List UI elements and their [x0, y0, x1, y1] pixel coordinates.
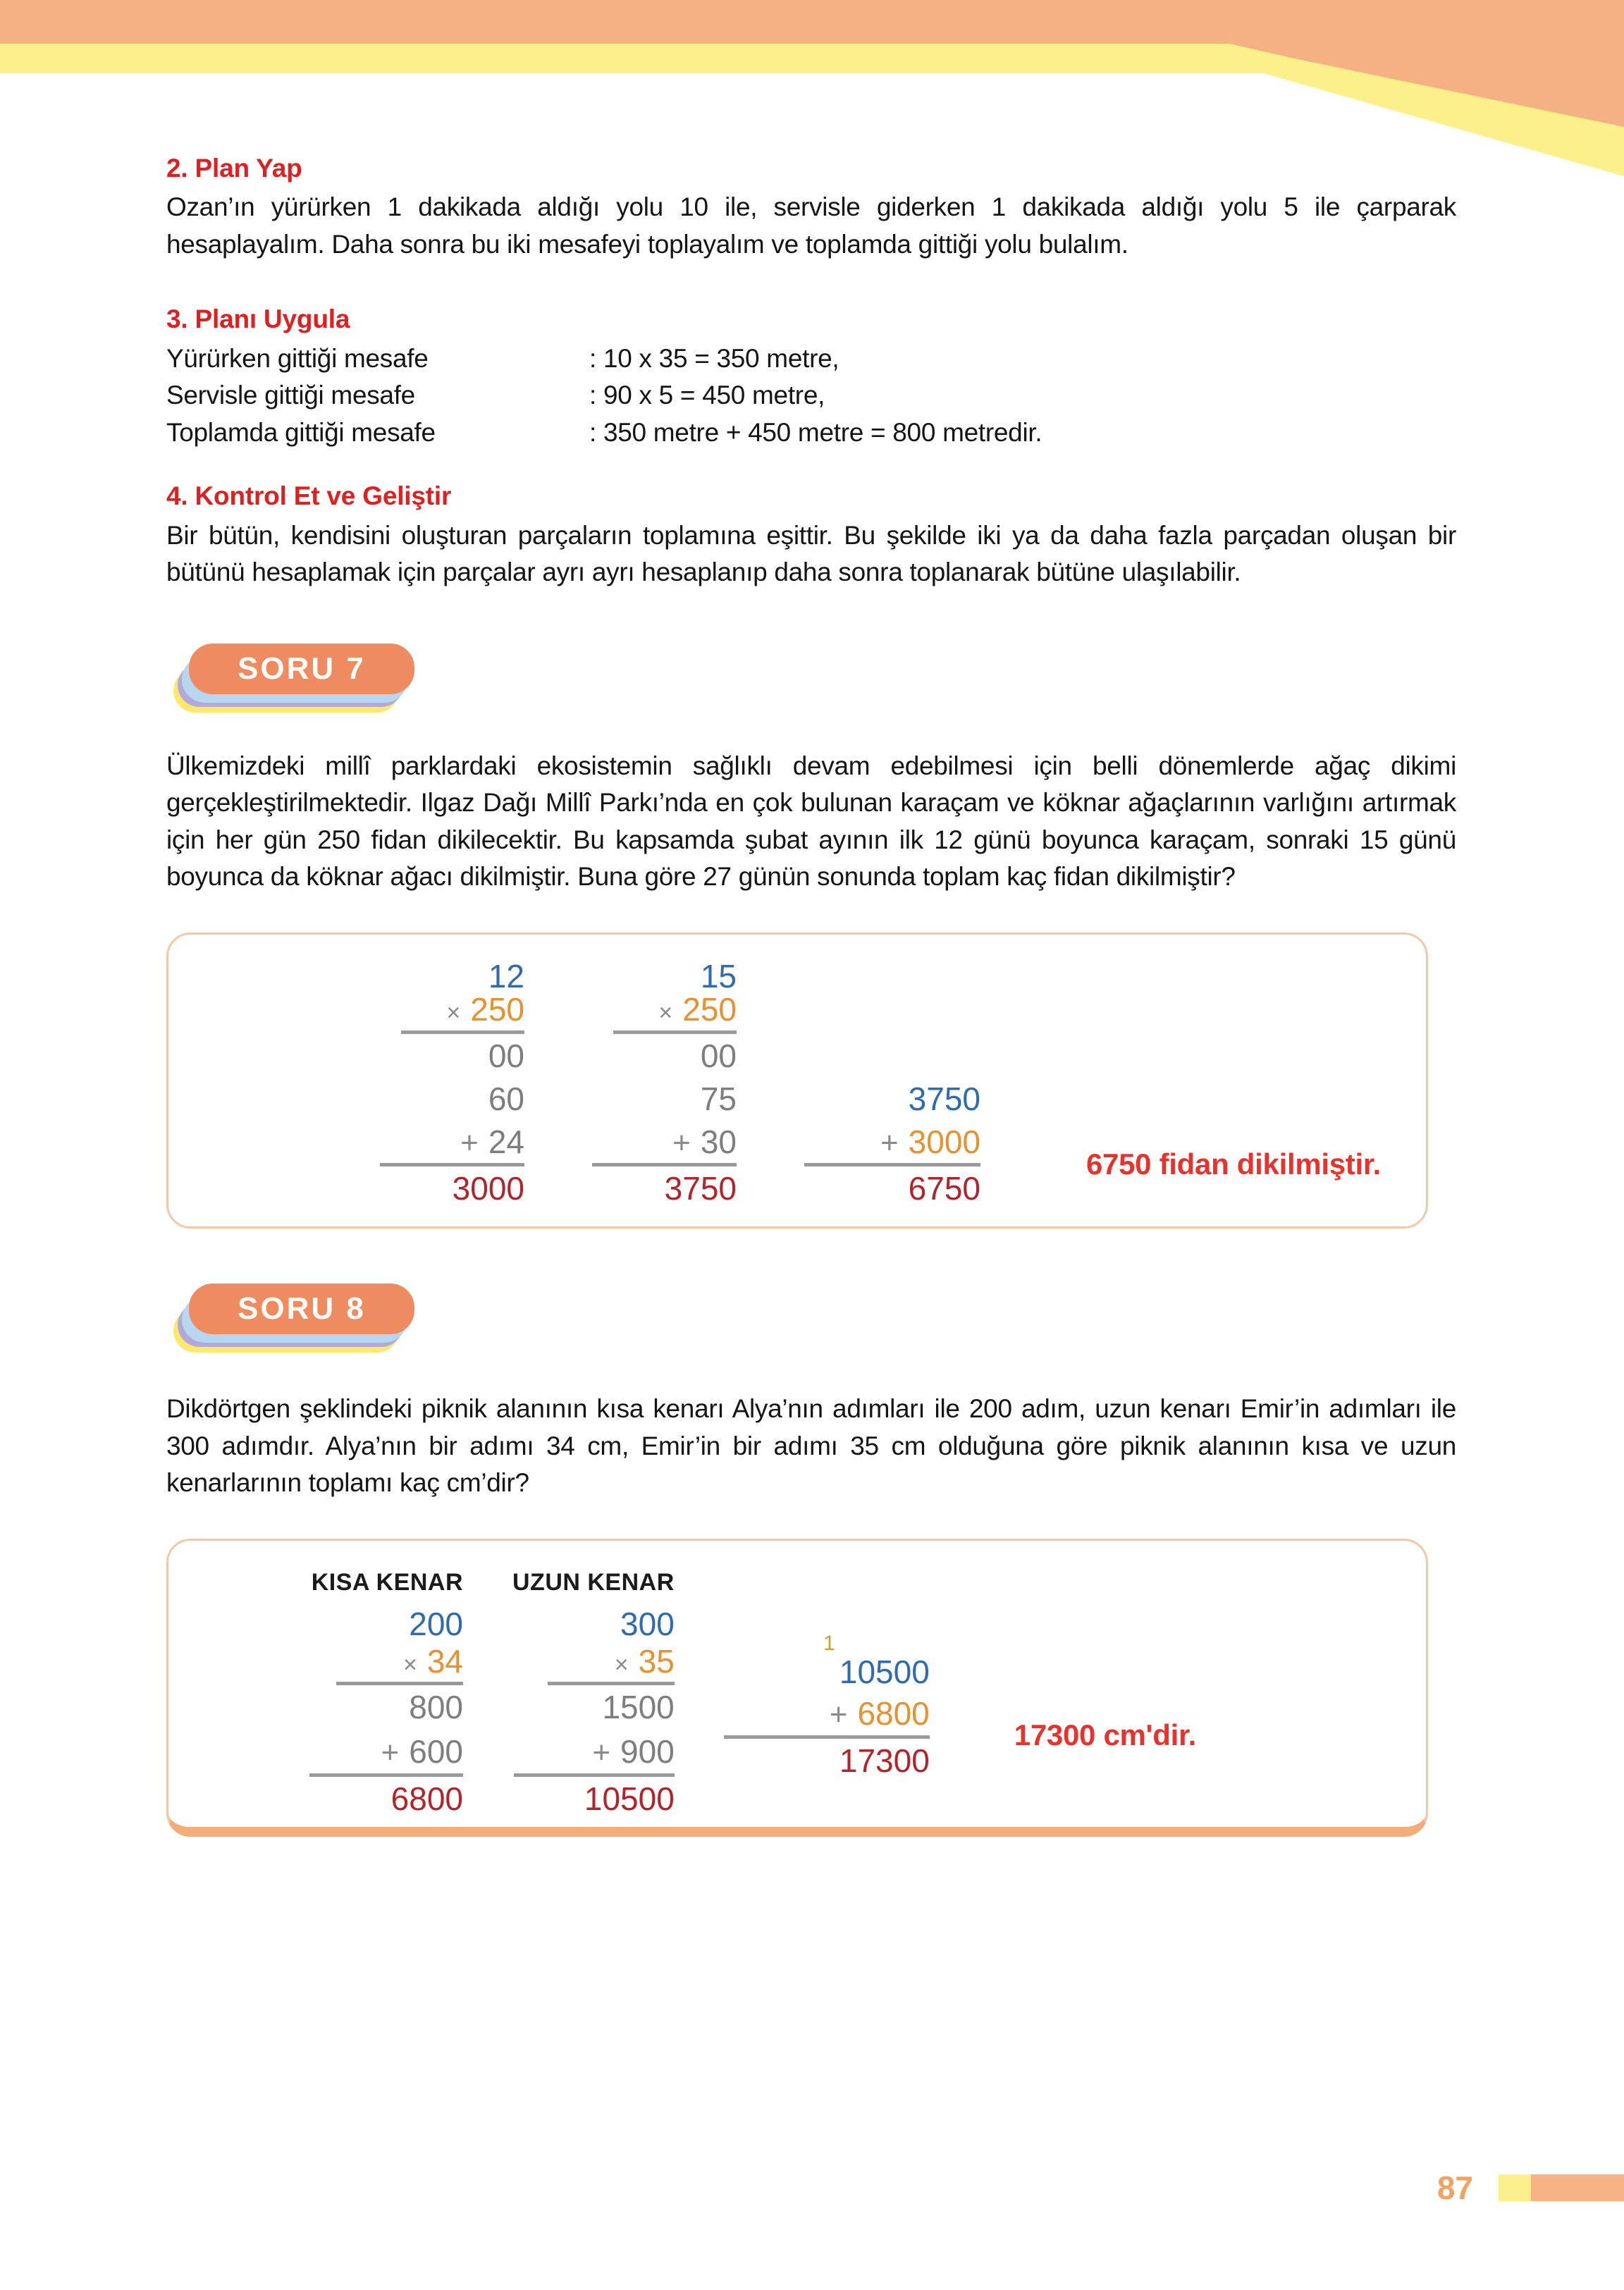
apply-row-value: : 350 metre + 450 metre = 800 metredir. — [589, 417, 1042, 447]
multiplicand: 250 — [682, 990, 737, 1028]
multiply-sign: × — [402, 1651, 417, 1678]
section-heading-check: 4. Kontrol Et ve Geliştir — [166, 481, 452, 511]
multiply-sign: × — [658, 999, 673, 1026]
page-content — [166, 152, 1456, 1837]
multiplicand: 35 — [638, 1642, 675, 1680]
final-total: 6750 — [908, 1170, 980, 1207]
soru7-question-text: Ülkemizdeki millî parklardaki ekosistemin sağlıklı devam edebilmesi için belli dönemlerde ağaç dikimi gerçekleştirilmektedir. Ilgaz Dağı Millî Parkı’nda en çok bulunan karaçam ve köknar ağaçlarının varlığını artırmak için her gün 250 fidan dikilecektir. Bu kapsamda şubat ayının ilk 12 günü boyunca karaçam, sonraki 15 günü boyunca da köknar ağacı dikilmiştir. Buna göre 27 günün sonunda toplam kaç fidan dikilmiştir? — [166, 751, 1456, 892]
plus-sign: + — [880, 1125, 899, 1160]
divider-line — [804, 1163, 980, 1166]
multiplier: 15 — [700, 957, 737, 995]
multiplier: 12 — [488, 957, 524, 995]
divider-line — [613, 1030, 737, 1034]
multiplicand-line — [402, 1642, 463, 1680]
soru7-badge-label: SORU 7 — [238, 651, 366, 686]
apply-rows — [166, 340, 1456, 452]
soru8-answer-box — [166, 1539, 1428, 1837]
plus-sign: + — [460, 1125, 479, 1160]
apply-row-value: : 10 x 35 = 350 metre, — [589, 343, 839, 373]
page-number: 87 — [1437, 2169, 1473, 2206]
divider-line — [548, 1682, 675, 1685]
partial-product-2-line — [381, 1735, 463, 1769]
column-total: 10500 — [584, 1780, 675, 1818]
column-total: 3000 — [452, 1170, 524, 1207]
corner-wedge-orange — [1229, 0, 1624, 134]
column-total: 3750 — [664, 1170, 737, 1207]
divider-line — [336, 1682, 463, 1685]
badge-layer-orange — [189, 644, 414, 694]
soru8-badge-label: SORU 8 — [238, 1291, 366, 1326]
apply-row — [166, 340, 1456, 378]
multiply-sign: × — [614, 1651, 629, 1678]
apply-row-label: Yürürken gittiği mesafe — [166, 343, 429, 373]
soru8-column-2-header: UZUN KENAR — [512, 1568, 675, 1596]
spacer — [166, 1229, 1456, 1275]
decorative-top-band — [0, 0, 1624, 106]
plus-sign: + — [829, 1697, 848, 1732]
soru7-badge — [166, 638, 413, 720]
partial-product-2-line — [592, 1735, 674, 1769]
section-heading-plan: 2. Plan Yap — [166, 154, 302, 183]
soru8-column-1-header: KISA KENAR — [311, 1568, 463, 1596]
divider-line — [724, 1735, 930, 1739]
spacer — [166, 896, 1456, 932]
page-footer — [1437, 2169, 1624, 2207]
soru8-answer-text: 17300 cm'dir. — [1014, 1718, 1197, 1752]
badge-layer-orange — [189, 1283, 414, 1334]
addend-1: 3750 — [908, 1080, 980, 1117]
section-heading-apply: 3. Planı Uygula — [166, 304, 350, 334]
partial-product-1: 1500 — [602, 1689, 675, 1726]
final-total: 17300 — [839, 1742, 930, 1780]
section-body-plan: Ozan’ın yürürken 1 dakikada aldığı yolu 10 ile, servisle giderken 1 dakikada aldığı yolu 5 ile çarparak hesaplayalım. Daha sonra bu iki mesafeyi toplayalım ve toplamda gittiği yolu bulalım. — [166, 192, 1456, 259]
apply-row — [166, 414, 1456, 452]
addend-2-line — [830, 1697, 930, 1731]
plus-sign: + — [592, 1735, 611, 1771]
spacer — [166, 451, 1456, 479]
band-yellow-stripe — [0, 44, 1624, 73]
footer-bar-yellow — [1499, 2174, 1531, 2201]
divider-line — [380, 1163, 524, 1166]
multiplier: 200 — [409, 1605, 463, 1642]
soru7-column-2 — [592, 957, 737, 1207]
partial-product-1: 00 — [488, 1037, 524, 1074]
soru8-column-1 — [309, 1570, 463, 1816]
multiply-sign: × — [446, 999, 461, 1026]
partial-product-3: 24 — [488, 1123, 524, 1160]
addend-2-line — [880, 1123, 980, 1160]
divider-line — [592, 1163, 737, 1166]
soru7-answer-text: 6750 fidan dikilmiştir. — [1086, 1147, 1381, 1181]
spacer — [166, 720, 1456, 748]
band-orange-stripe — [0, 0, 1624, 44]
apply-row-value: : 90 x 5 = 450 metre, — [589, 381, 825, 410]
plus-sign: + — [381, 1735, 400, 1771]
multiplicand-line — [658, 990, 737, 1028]
partial-product-1: 00 — [700, 1037, 737, 1074]
footer-bar-orange — [1531, 2174, 1624, 2201]
section-body-check: Bir bütün, kendisini oluşturan parçaların toplamına eşittir. Bu şekilde iki ya da daha fazla parçadan oluşan bir bütünü hesaplamak için parçalar ayrı ayrı hesaplanıp daha sonra toplanarak bütüne ulaşılabilir. — [166, 520, 1456, 587]
soru7-answer-box — [166, 932, 1428, 1229]
column-total: 6800 — [390, 1780, 463, 1818]
partial-product-2: 600 — [409, 1733, 463, 1771]
soru8-column-2 — [512, 1570, 675, 1816]
partial-product-2: 60 — [488, 1080, 524, 1117]
partial-product-1: 800 — [409, 1689, 463, 1726]
divider-line — [401, 1030, 524, 1034]
partial-product-2: 900 — [620, 1733, 675, 1771]
spacer — [166, 1360, 1456, 1391]
multiplicand: 250 — [470, 990, 524, 1028]
soru8-column-3 — [724, 1633, 930, 1778]
divider-line — [514, 1773, 675, 1777]
soru7-column-1 — [380, 957, 524, 1207]
addend-2: 3000 — [908, 1123, 980, 1160]
multiplicand-line — [614, 1642, 675, 1680]
multiplicand: 34 — [426, 1642, 463, 1680]
soru7-column-3 — [804, 1080, 980, 1207]
apply-row — [166, 377, 1456, 414]
soru8-badge — [166, 1278, 413, 1360]
apply-row-label: Servisle gittiği mesafe — [166, 381, 415, 410]
multiplier: 300 — [620, 1605, 675, 1642]
divider-line — [309, 1773, 463, 1777]
spacer — [166, 1502, 1456, 1539]
spacer — [166, 263, 1456, 302]
addend-2: 6800 — [857, 1695, 930, 1732]
partial-product-2: 75 — [700, 1080, 737, 1117]
partial-product-3-line — [460, 1123, 524, 1160]
partial-product-3: 30 — [700, 1123, 737, 1160]
carry-digit: 1 — [823, 1632, 835, 1656]
multiplicand-line — [446, 990, 524, 1028]
partial-product-3-line — [672, 1123, 737, 1160]
plus-sign: + — [672, 1125, 691, 1160]
soru8-question-text: Dikdörtgen şeklindeki piknik alanının kısa kenarı Alya’nın adımları ile 200 adım, uzun kenarı Emir’in adımları ile 300 adımdır. Alya’nın bir adımı 34 cm, Emir’in bir adımı 35 cm olduğuna göre piknik alanının kısa ve uzun kenarlarının toplamı kaç cm’dir? — [166, 1394, 1456, 1498]
apply-row-label: Toplamda gittiği mesafe — [166, 417, 436, 447]
spacer — [166, 591, 1456, 635]
addend-1: 10500 — [839, 1654, 930, 1691]
